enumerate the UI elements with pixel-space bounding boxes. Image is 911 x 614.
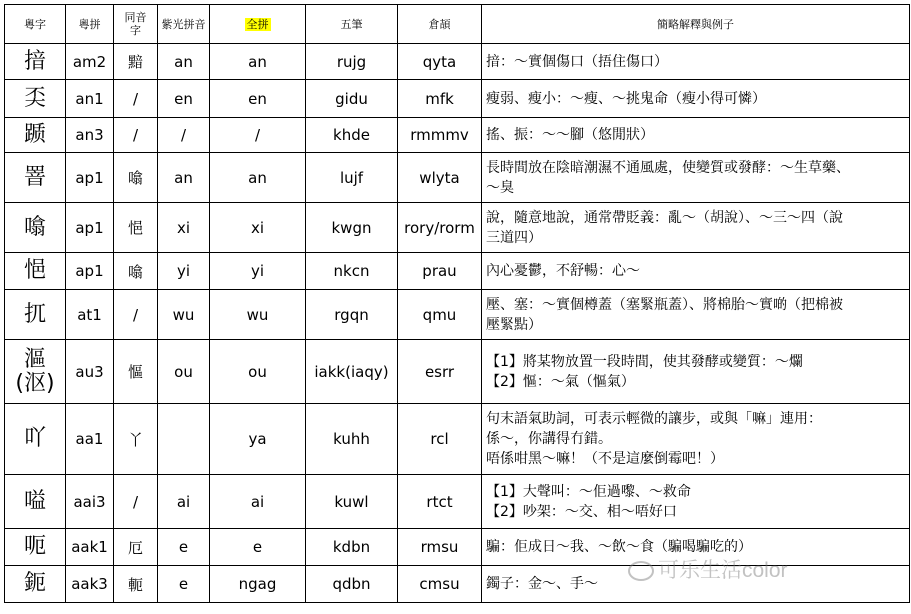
header-quanpin [210,5,306,44]
cell-wubi: lujf [306,153,398,203]
table-row [5,118,910,153]
cell-quanpin: an [210,44,306,80]
cell-explanation [482,290,910,340]
cell-char: 踬 [5,118,66,153]
watermark [628,554,788,584]
cell-jyutping: aai3 [66,475,114,529]
cell-char: 噏 [5,203,66,253]
table-row [5,340,910,404]
explanation-line: 【2】慪：～氣（慪氣） [486,373,635,390]
cell-cangjie: mfk [398,80,482,118]
table-row [5,203,910,253]
cell-char: 鈪 [5,566,66,603]
cantonese-character-table [4,4,910,603]
header-homophone-text: 同音字 [124,11,147,37]
cell-explanation [482,80,910,118]
wechat-icon [628,561,654,581]
cell-wubi: rgqn [306,290,398,340]
header-quanpin-text: 全拼 [246,17,269,31]
cell-homophone: 丫 [114,404,158,475]
explanation-line: 【1】大聲叫：～佢過嚟、～救命 [486,483,691,500]
cell-wubi: iakk(iaqy) [306,340,398,404]
cell-explanation [482,253,910,290]
header-jyutping: 粵拼 [66,5,114,44]
cell-ziguang [158,404,210,475]
cell-homophone: 軛 [114,566,158,603]
table-row [5,290,910,340]
cell-explanation [482,340,910,404]
table-row [5,153,910,203]
cell-explanation [482,404,910,475]
cell-homophone: 悒 [114,203,158,253]
cell-ziguang: en [158,80,210,118]
cell-homophone: / [114,290,158,340]
cell-cangjie: rmsu [398,529,482,566]
cell-wubi: nkcn [306,253,398,290]
cell-wubi: khde [306,118,398,153]
cell-quanpin: yi [210,253,306,290]
cell-wubi: gidu [306,80,398,118]
explanation-line: 句末語氣助詞，可表示輕微的讓步，或與「嘛」連用： [486,411,822,427]
table-row [5,404,910,475]
cell-char: 漚 (沤) [5,340,66,404]
header-wubi: 五筆 [306,5,398,44]
cell-explanation [482,118,910,153]
cell-ziguang: an [158,44,210,80]
cell-ziguang: xi [158,203,210,253]
cell-cangjie: esrr [398,340,482,404]
cell-jyutping: aa1 [66,404,114,475]
explanation-line: 【2】吵架：～交、相～唔好口 [486,503,677,520]
cell-ziguang: ai [158,475,210,529]
cell-quanpin: an [210,153,306,203]
header-ziguang-text: 紫光拼音 [161,17,206,31]
explanation-line: 壓、塞：～實個樽蓋（塞緊瓶蓋）、將棉胎～實啲（把棉被 [486,296,843,313]
explanation-line: 內心憂鬱，不舒暢：心～ [486,263,640,279]
explanation-line: 搖、振：～～腳（悠閒狀） [486,127,654,143]
cell-homophone: / [114,118,158,153]
cell-cangjie: rcl [398,404,482,475]
cell-quanpin: ou [210,340,306,404]
cell-quanpin: e [210,529,306,566]
header-char: 粵字 [5,5,66,44]
cell-cangjie: cmsu [398,566,482,603]
cell-char: 扤 [5,290,66,340]
explanation-line: ～臭 [486,179,514,196]
explanation-line: 唔係咁黑～嘛！（不是這麼倒霉吧！） [486,451,724,467]
cell-quanpin: en [210,80,306,118]
cell-jyutping: aak3 [66,566,114,603]
cell-cangjie: rory/rorm [398,203,482,253]
header-explanation: 簡略解釋與例子 [482,5,910,44]
header-ziguang [158,5,210,44]
cell-jyutping: at1 [66,290,114,340]
cell-cangjie: rtct [398,475,482,529]
cell-cangjie: qyta [398,44,482,80]
cell-char: 悒 [5,253,66,290]
cell-quanpin: wu [210,290,306,340]
cell-homophone: 黯 [114,44,158,80]
cell-char: 奀 [5,80,66,118]
cell-cangjie: rmmmv [398,118,482,153]
cell-cangjie: prau [398,253,482,290]
cell-ziguang: e [158,529,210,566]
cell-jyutping: an1 [66,80,114,118]
explanation-line: 說，隨意地說，通常帶貶義：亂～（胡說）、～三～四（說 [486,209,843,226]
header-row [5,5,910,44]
cell-homophone: 慪 [114,340,158,404]
cell-char: 嗌 [5,475,66,529]
cell-char: 吖 [5,404,66,475]
explanation-line: 騙：佢成日～我、～飲～食（騙喝騙吃的） [486,539,752,555]
cell-quanpin: xi [210,203,306,253]
cell-quanpin: / [210,118,306,153]
cell-explanation [482,44,910,80]
cell-cangjie: wlyta [398,153,482,203]
cell-cangjie: qmu [398,290,482,340]
table-row [5,80,910,118]
cell-char: 呃 [5,529,66,566]
cell-homophone: / [114,80,158,118]
cell-wubi: kdbn [306,529,398,566]
cell-jyutping: ap1 [66,153,114,203]
header-homophone [114,5,158,44]
cell-ziguang: / [158,118,210,153]
cell-wubi: kuhh [306,404,398,475]
cell-jyutping: am2 [66,44,114,80]
cell-wubi: kwgn [306,203,398,253]
cell-wubi: qdbn [306,566,398,603]
explanation-line: 鐲子：金～、手～ [486,576,598,592]
explanation-line: 三道四） [486,229,542,246]
watermark-text: 可乐生活color [658,559,788,582]
table-row [5,475,910,529]
cell-homophone: 噏 [114,153,158,203]
table-row [5,44,910,80]
explanation-line: 係～，你講得冇錯。 [486,431,612,447]
cell-explanation [482,475,910,529]
cell-wubi: rujg [306,44,398,80]
table-row [5,253,910,290]
cell-explanation [482,203,910,253]
cell-char: 罯 [5,153,66,203]
cell-homophone: 厄 [114,529,158,566]
explanation-line: 揞：～實個傷口（捂住傷口） [486,53,668,70]
cell-ziguang: an [158,153,210,203]
cell-ziguang: e [158,566,210,603]
cell-quanpin: ya [210,404,306,475]
cell-jyutping: an3 [66,118,114,153]
explanation-line: 【1】將某物放置一段時間，使其發酵或變質：～爛 [486,353,803,370]
cell-char: 揞 [5,44,66,80]
cell-wubi: kuwl [306,475,398,529]
cell-quanpin: ai [210,475,306,529]
cell-quanpin: ngag [210,566,306,603]
cell-explanation [482,153,910,203]
cell-jyutping: ap1 [66,253,114,290]
cell-homophone: 噏 [114,253,158,290]
header-cangjie: 倉頡 [398,5,482,44]
cell-ziguang: yi [158,253,210,290]
cell-homophone: / [114,475,158,529]
explanation-line: 長時間放在陰暗潮濕不通風處，使變質或發酵：～生草藥、 [486,159,850,176]
explanation-line: 瘦弱、瘦小：～瘦、～挑鬼命（瘦小得可憐） [486,90,766,107]
cell-jyutping: aak1 [66,529,114,566]
cell-ziguang: wu [158,290,210,340]
cell-jyutping: ap1 [66,203,114,253]
cell-ziguang: ou [158,340,210,404]
cell-jyutping: au3 [66,340,114,404]
explanation-line: 壓緊點） [486,316,542,333]
